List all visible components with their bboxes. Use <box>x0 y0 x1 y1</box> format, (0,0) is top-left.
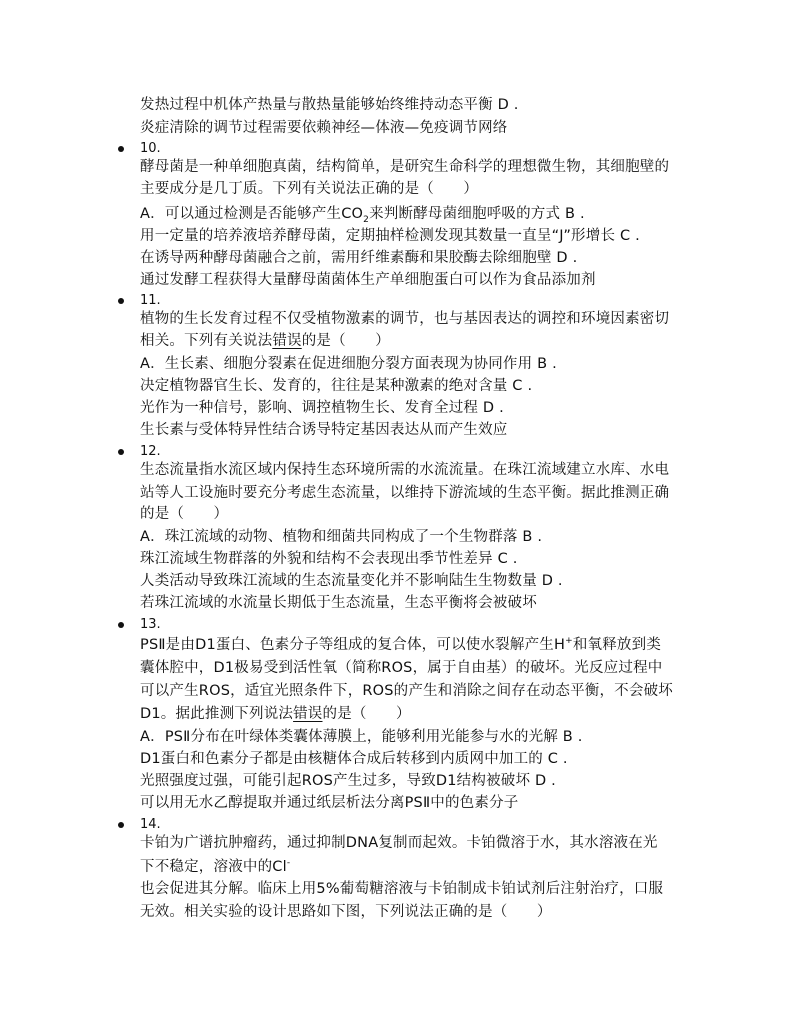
question-number-12: 12. <box>140 444 161 459</box>
q12-option-c: 人类活动导致珠江流域的生态流量变化并不影响陆生生物数量 D . <box>140 573 563 589</box>
question-number-11: 11. <box>140 293 161 308</box>
q13-stem-line-1: PSⅡ是由D1蛋白、色素分子等组成的复合体，可以使水裂解产生H+和氧释放到类 <box>140 636 662 653</box>
bullet-icon <box>118 298 124 304</box>
q12-stem-line-2: 站等人工设施时要充分考虑生态流量，以维持下游流域的生态平衡。据此推测正确 <box>140 485 670 501</box>
q12-option-d: 若珠江流域的水流量长期低于生态流量，生态平衡将会被破坏 <box>140 595 537 611</box>
question-number-14: 14. <box>140 817 161 832</box>
q14-stem-line-4: 无效。相关实验的设计思路如下图，下列说法正确的是（ ） <box>140 904 552 920</box>
bullet-icon <box>118 146 124 152</box>
q10-option-b: 用一定量的培养液培养酵母菌，定期抽样检测发现其数量一直呈“J”形增长 C . <box>140 228 640 244</box>
q12-stem-line-1: 生态流量指水流区域内保持生态环境所需的水流流量。在珠江流域建立水库、水电 <box>140 462 670 478</box>
question-number-10: 10. <box>140 141 161 156</box>
q13-option-b: D1蛋白和色素分子都是由核糖体合成后转移到内质网中加工的 C . <box>140 751 568 767</box>
q11-stem-line-2: 相关。下列有关说法错误的是（ ） <box>140 333 390 349</box>
q10-option-d: 通过发酵工程获得大量酵母菌菌体生产单细胞蛋白可以作为食品添加剂 <box>140 272 596 288</box>
q13-option-d: 可以用无水乙醇提取并通过纸层析法分离PSⅡ中的色素分子 <box>140 795 519 811</box>
q10-option-a: A．可以通过检测是否能够产生$CO_2$来判断酵母菌细胞呼吸的方式 B . <box>140 206 585 225</box>
q10-stem-line-1: 酵母菌是一种单细胞真菌，结构简单，是研究生命科学的理想微生物，其细胞壁的 <box>140 159 670 175</box>
q13-option-c: 光照强度过强，可能引起ROS产生过多，导致D1结构被破坏 D . <box>140 773 556 789</box>
q14-stem-line-1: 卡铂为广谱抗肿瘤药，通过抑制DNA复制而起效。卡铂微溶于水，其水溶液在光 <box>140 835 658 851</box>
q11-option-a: A．生长素、细胞分裂素在促进细胞分裂方面表现为协同作用 B . <box>140 356 557 372</box>
q13-stem-line-3: 可以产生ROS，适宜光照条件下，ROS的产生和消除之间存在动态平衡，不会破坏 <box>140 683 673 699</box>
q12-option-b: 珠江流域生物群落的外貌和结构不会表现出季节性差异 C . <box>140 551 518 567</box>
q12-stem-line-3: 的是（ ） <box>140 506 229 522</box>
q10-option-c: 在诱导两种酵母菌融合之前，需用纤维素酶和果胶酶去除细胞壁 D . <box>140 250 578 266</box>
q11-option-c: 光作为一种信号，影响、调控植物生长、发育全过程 D . <box>140 400 504 416</box>
q10-stem-line-2: 主要成分是几丁质。下列有关说法正确的是（ ） <box>140 181 479 197</box>
q13-stem-line-2: 囊体腔中，D1极易受到活性氧（简称ROS，属于自由基）的破坏。光反应过程中 <box>140 660 663 676</box>
q13-stem-line-4: D1。据此推测下列说法错误的是（ ） <box>140 706 411 722</box>
q14-stem-line-2: 下不稳定，溶液中的Cl- <box>140 858 291 875</box>
question-number-13: 13. <box>140 617 161 632</box>
q11-option-b: 决定植物器官生长、发育的，往往是某种激素的绝对含量 C . <box>140 378 533 394</box>
bullet-icon <box>118 822 124 828</box>
bullet-icon <box>118 449 124 455</box>
q11-stem-line-1: 植物的生长发育过程不仅受植物激素的调节，也与基因表达的调控和环境因素密切 <box>140 311 670 327</box>
q13-option-a: A．PSⅡ分布在叶绿体类囊体薄膜上，能够利用光能参与水的光解 B . <box>140 729 583 745</box>
bullet-icon <box>118 622 124 628</box>
q14-stem-line-3: 也会促进其分解。临床上用5%葡萄糖溶液与卡铂制成卡铂试剂后注射治疗，口服 <box>140 881 664 897</box>
intro-line-1: 发热过程中机体产热量与散热量能够始终维持动态平衡 D . <box>140 97 519 113</box>
intro-line-2: 炎症清除的调节过程需要依赖神经—体液—免疫调节网络 <box>140 120 508 136</box>
q12-option-a: A．珠江流域的动物、植物和细菌共同构成了一个生物群落 B . <box>140 529 543 545</box>
q11-option-d: 生长素与受体特异性结合诱导特定基因表达从而产生效应 <box>140 422 508 438</box>
